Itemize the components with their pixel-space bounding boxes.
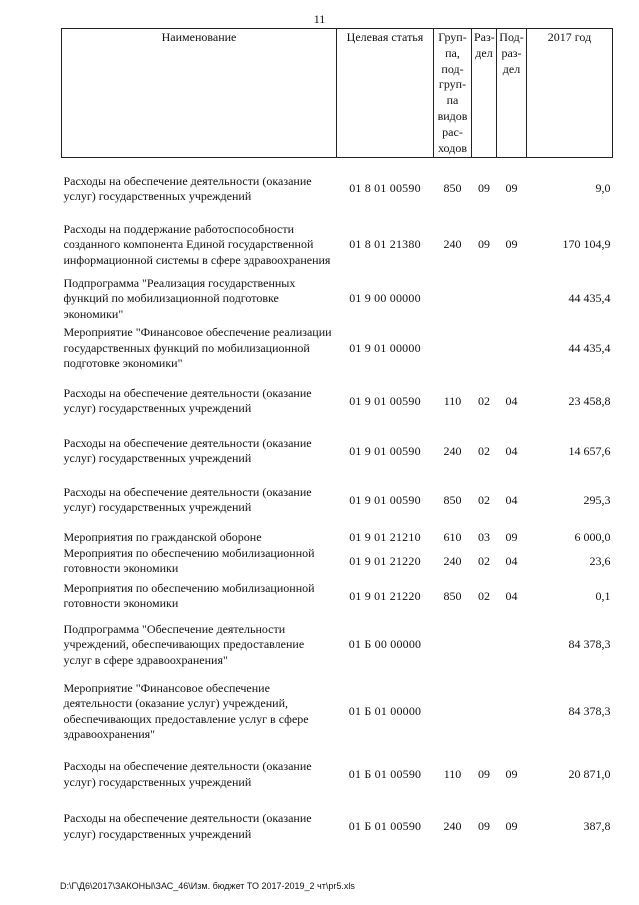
row-group-code: 240 xyxy=(443,237,462,252)
row-razdel-code: 09 xyxy=(478,819,490,834)
row-podrazdel-code xyxy=(497,678,527,746)
row-amount: 20 871,0 xyxy=(568,767,611,782)
row-group-code: 240 xyxy=(443,553,462,568)
row-group-code: 240 xyxy=(443,443,462,458)
row-name: Мероприятие "Финансовое обеспечение реализации государственных функций по мобилизационной подготовке экономики" xyxy=(63,325,332,371)
row-group-code xyxy=(434,276,472,323)
row-amount: 44 435,4 xyxy=(568,291,611,306)
row-target-code: 01 9 01 21220 xyxy=(349,553,421,568)
row-group-code: 110 xyxy=(443,767,462,782)
row-razdel-code xyxy=(472,276,497,323)
header-podrazdel: Под- раз- дел xyxy=(497,29,527,158)
row-amount: 14 657,6 xyxy=(568,443,611,458)
row-target-code: 01 9 01 00000 xyxy=(349,340,421,355)
row-target-code: 01 Б 01 00590 xyxy=(348,767,422,782)
row-name: Подпрограмма "Реализация государственных функций по мобилизационной подготовке экономики" xyxy=(63,275,296,321)
row-group-code: 110 xyxy=(443,393,462,408)
row-amount: 6 000,0 xyxy=(574,530,611,545)
row-target-code: 01 9 01 21220 xyxy=(349,588,421,603)
row-podrazdel-code: 04 xyxy=(505,553,518,568)
row-amount: 0,1 xyxy=(595,588,611,603)
row-podrazdel-code: 09 xyxy=(505,530,518,545)
header-group: Груп- па, под- груп- па видов рас- ходов xyxy=(434,29,472,158)
row-group-code: 850 xyxy=(443,492,462,507)
file-path-footer: D:\Г\Д6\2017\ЗАКОНЫ\ЗАС_46\Изм. бюджет ТО 2017-2019_2 чт\pr5.xls xyxy=(60,881,355,891)
row-name: Мероприятие "Финансовое обеспечение деятельности (оказание услуг) учреждений, обеспечивающих предоставление услуг в сфере здравоохранения" xyxy=(63,680,309,742)
row-group-code: 850 xyxy=(443,181,462,196)
row-razdel-code: 09 xyxy=(478,237,490,252)
table-row xyxy=(62,546,613,577)
row-group-code xyxy=(434,678,472,746)
table-row xyxy=(62,374,613,424)
table-row xyxy=(62,798,613,850)
row-amount: 84 378,3 xyxy=(568,704,611,719)
table-row xyxy=(62,522,613,546)
row-name: Расходы на поддержание работоспособности созданного компонента Единой государственной информационной системы в сфере здравоохранения xyxy=(63,221,331,267)
row-podrazdel-code: 09 xyxy=(505,767,518,782)
row-name: Расходы на обеспечение деятельности (оказание услуг) государственных учреждений xyxy=(63,435,312,466)
row-razdel-code: 02 xyxy=(478,393,490,408)
row-amount: 170 104,9 xyxy=(562,237,611,252)
row-podrazdel-code xyxy=(497,612,527,678)
table-body xyxy=(62,158,613,850)
row-target-code: 01 9 01 00590 xyxy=(349,492,421,507)
row-podrazdel-code xyxy=(497,276,527,323)
row-podrazdel-code: 04 xyxy=(505,588,518,603)
row-podrazdel-code: 09 xyxy=(505,819,518,834)
row-amount: 295,3 xyxy=(583,492,611,507)
row-target-code: 01 9 00 00000 xyxy=(349,291,421,306)
table-row xyxy=(62,322,613,374)
row-razdel-code xyxy=(472,612,497,678)
row-razdel-code: 02 xyxy=(478,443,490,458)
row-target-code: 01 9 01 00590 xyxy=(349,393,421,408)
row-podrazdel-code: 04 xyxy=(505,443,518,458)
row-amount: 44 435,4 xyxy=(568,340,611,355)
row-target-code: 01 8 01 00590 xyxy=(349,181,421,196)
header-year: 2017 год xyxy=(527,29,613,158)
row-amount: 84 378,3 xyxy=(568,637,611,652)
row-name: Расходы на обеспечение деятельности (оказание услуг) государственных учреждений xyxy=(63,811,312,841)
row-amount: 23 458,8 xyxy=(568,393,611,408)
table-row xyxy=(62,158,613,210)
row-group-code: 240 xyxy=(443,819,462,834)
row-target-code: 01 9 01 00590 xyxy=(349,443,421,458)
row-group-code xyxy=(434,322,472,374)
row-razdel-code: 03 xyxy=(478,530,490,545)
row-razdel-code xyxy=(472,678,497,746)
header-razdel: Раз- дел xyxy=(472,29,497,158)
row-name: Мероприятия по гражданской обороне xyxy=(63,530,262,545)
row-amount: 9,0 xyxy=(595,181,611,196)
row-amount: 387,8 xyxy=(583,819,611,834)
row-razdel-code: 02 xyxy=(478,492,490,507)
row-group-code xyxy=(434,612,472,678)
row-target-code: 01 8 01 21380 xyxy=(349,237,421,252)
row-target-code: 01 9 01 21210 xyxy=(349,530,421,545)
table-row xyxy=(62,577,613,612)
row-razdel-code: 02 xyxy=(478,588,490,603)
row-amount: 23,6 xyxy=(589,553,611,568)
row-podrazdel-code: 04 xyxy=(505,393,518,408)
table-header xyxy=(62,29,613,158)
row-podrazdel-code: 09 xyxy=(505,237,518,252)
row-name: Мероприятия по обеспечению мобилизационной готовности экономики xyxy=(63,545,315,576)
table-row xyxy=(62,276,613,323)
header-target: Целевая статья xyxy=(337,29,434,158)
row-group-code: 610 xyxy=(443,530,462,545)
table-row xyxy=(62,210,613,276)
row-name: Расходы на обеспечение деятельности (оказание услуг) государственных учреждений xyxy=(63,173,312,204)
budget-table xyxy=(61,28,613,850)
row-podrazdel-code: 04 xyxy=(505,492,518,507)
row-target-code: 01 Б 00 00000 xyxy=(348,637,422,652)
header-name: Наименование xyxy=(62,29,337,158)
table-row xyxy=(62,424,613,474)
row-name: Мероприятия по обеспечению мобилизационной готовности экономики xyxy=(63,580,315,611)
table-row xyxy=(62,746,613,798)
row-name: Расходы на обеспечение деятельности (оказание услуг) государственных учреждений xyxy=(63,759,312,789)
row-name: Расходы на обеспечение деятельности (оказание услуг) государственных учреждений xyxy=(63,385,312,416)
page-number: 11 xyxy=(313,12,326,26)
row-podrazdel-code: 09 xyxy=(505,181,518,196)
table-row xyxy=(62,474,613,522)
row-target-code: 01 Б 01 00000 xyxy=(348,704,422,719)
row-name: Подпрограмма "Обеспечение деятельности учреждений, обеспечивающих предоставление услуг в сфере здравоохранения" xyxy=(63,621,305,667)
row-name: Расходы на обеспечение деятельности (оказание услуг) государственных учреждений xyxy=(63,484,312,515)
row-razdel-code: 09 xyxy=(478,767,490,782)
row-razdel-code: 02 xyxy=(478,553,490,568)
row-podrazdel-code xyxy=(497,322,527,374)
table-row xyxy=(62,678,613,746)
row-target-code: 01 Б 01 00590 xyxy=(348,819,422,834)
row-group-code: 850 xyxy=(443,588,462,603)
table-row xyxy=(62,612,613,678)
row-razdel-code xyxy=(472,322,497,374)
row-razdel-code: 09 xyxy=(478,181,490,196)
